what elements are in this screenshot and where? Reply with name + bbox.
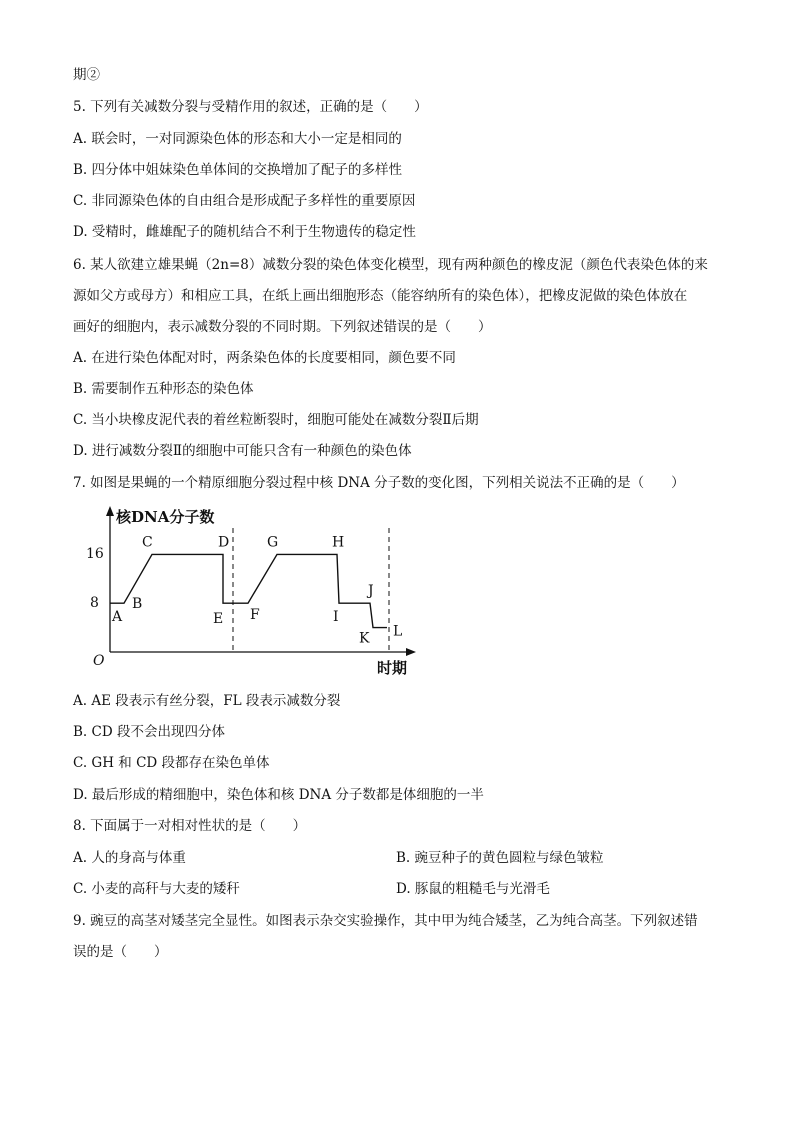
y-axis-label: 核DNA分子数 <box>116 508 215 526</box>
x-axis-arrow <box>406 648 416 656</box>
dna-content-chart <box>80 502 420 680</box>
question-5-stem: 5. 下列有关减数分裂与受精作用的叙述，正确的是（ ） <box>73 99 428 115</box>
question-6-stem-line-1: 6. 某人欲建立雄果蝇（2n=8）减数分裂的染色体变化模型，现有两种颜色的橡皮泥（颜色代表染色体的来 <box>73 257 708 273</box>
point-label-b: B <box>132 596 143 613</box>
question-7-option-d: D. 最后形成的精细胞中，染色体和核 DNA 分子数都是体细胞的一半 <box>73 787 484 803</box>
question-8-option-a: A. 人的身高与体重 <box>73 850 186 866</box>
point-label-f: F <box>250 607 260 624</box>
point-label-h: H <box>332 534 345 551</box>
dna-series-line <box>110 554 387 627</box>
question-8-option-c: C. 小麦的高秆与大麦的矮秆 <box>73 881 240 897</box>
point-label-j: J <box>368 583 374 600</box>
period-fragment: 期② <box>73 67 100 83</box>
x-axis-label: 时期 <box>377 659 408 677</box>
question-6-option-b: B. 需要制作五种形态的染色体 <box>73 381 254 397</box>
question-8-option-b: B. 豌豆种子的黄色圆粒与绿色皱粒 <box>396 850 604 866</box>
question-7-option-b: B. CD 段不会出现四分体 <box>73 724 225 740</box>
point-label-l: L <box>393 623 403 640</box>
point-label-c: C <box>142 534 153 551</box>
question-7-option-c: C. GH 和 CD 段都存在染色单体 <box>73 755 270 771</box>
point-label-k: K <box>359 630 370 647</box>
origin-label: O <box>93 653 105 669</box>
question-7-option-a: A. AE 段表示有丝分裂，FL 段表示减数分裂 <box>73 693 341 709</box>
question-9-stem-line-2: 误的是（ ） <box>73 944 168 960</box>
point-label-i: I <box>333 609 339 626</box>
question-5-option-a: A. 联会时，一对同源染色体的形态和大小一定是相同的 <box>73 131 402 147</box>
point-label-d: D <box>218 534 230 551</box>
question-7-stem: 7. 如图是果蝇的一个精原细胞分裂过程中核 DNA 分子数的变化图，下列相关说法不正确的是（ ） <box>73 475 685 491</box>
point-label-e: E <box>213 611 224 628</box>
question-6-option-d: D. 进行减数分裂Ⅱ的细胞中可能只含有一种颜色的染色体 <box>73 443 412 459</box>
question-8-stem: 8. 下面属于一对相对性状的是（ ） <box>73 818 307 834</box>
point-label-a: A <box>112 609 123 626</box>
point-label-g: G <box>267 534 279 551</box>
question-5-option-b: B. 四分体中姐妹染色单体间的交换增加了配子的多样性 <box>73 162 403 178</box>
y-tick-8: 8 <box>90 595 99 611</box>
y-axis-arrow <box>106 506 114 516</box>
y-tick-16: 16 <box>86 546 104 562</box>
question-6-option-c: C. 当小块橡皮泥代表的着丝粒断裂时，细胞可能处在减数分裂Ⅱ后期 <box>73 412 479 428</box>
question-8-option-d: D. 豚鼠的粗糙毛与光滑毛 <box>396 881 550 897</box>
question-6-stem-line-2: 源如父方或母方）和相应工具，在纸上画出细胞形态（能容纳所有的染色体），把橡皮泥做的染色体放在 <box>73 288 688 304</box>
question-9-stem-line-1: 9. 豌豆的高茎对矮茎完全显性。如图表示杂交实验操作，其中甲为纯合矮茎，乙为纯合高茎。下列叙述错 <box>73 913 698 929</box>
question-6-option-a: A. 在进行染色体配对时，两条染色体的长度要相同，颜色要不同 <box>73 350 456 366</box>
question-5-option-d: D. 受精时，雌雄配子的随机结合不利于生物遗传的稳定性 <box>73 224 416 240</box>
question-5-option-c: C. 非同源染色体的自由组合是形成配子多样性的重要原因 <box>73 193 416 209</box>
question-6-stem-line-3: 画好的细胞内，表示减数分裂的不同时期。下列叙述错误的是（ ） <box>73 319 492 335</box>
point-labels <box>111 534 402 646</box>
